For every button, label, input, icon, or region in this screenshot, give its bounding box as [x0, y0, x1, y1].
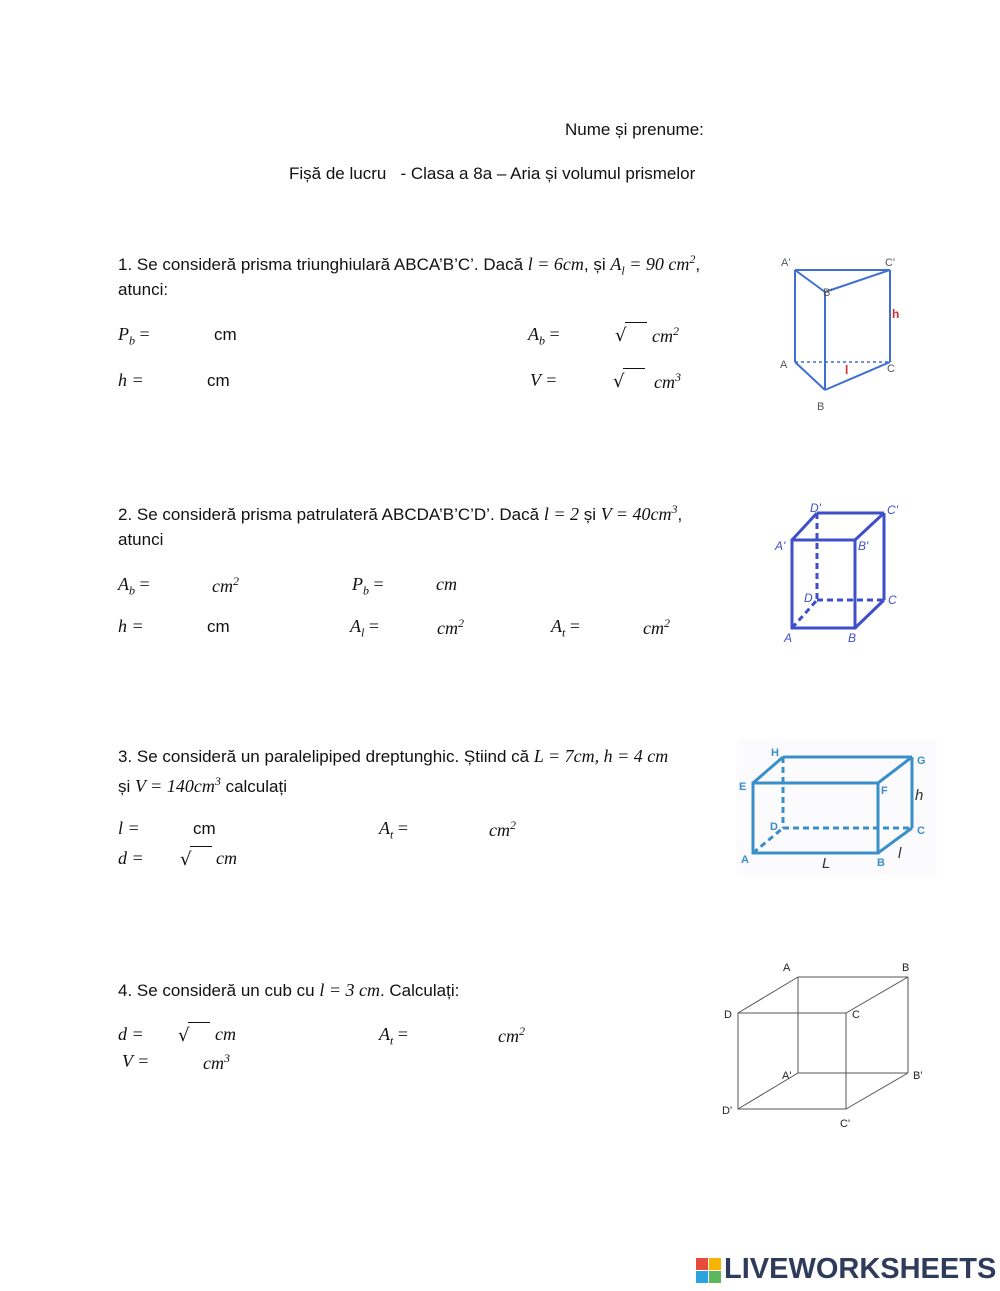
fig4-label: B' [913, 1070, 923, 1082]
fig2-label: C [888, 593, 897, 607]
problem2-pb-label: $P_b$ = [352, 574, 384, 598]
problem4-v-unit: $cm^3$ [203, 1051, 230, 1073]
problem2-at-unit: $cm^2$ [643, 616, 670, 638]
fig2-label: C' [887, 503, 898, 517]
fig3-label: L [822, 855, 831, 872]
fig1-label: h [892, 307, 900, 321]
fig1-label: A [780, 359, 788, 371]
fig4-label: D [724, 1009, 732, 1021]
fig2-label: A [784, 631, 793, 645]
problem3-d-label: d = [118, 848, 144, 868]
problem1-ab-sqrt: √ [615, 322, 647, 346]
problem2-statement-line2: atunci [118, 530, 164, 549]
problem1-v-sqrt: √ [613, 368, 645, 392]
problem4-d-unit: cm [215, 1024, 236, 1044]
fig4-label: C [852, 1009, 860, 1021]
cuboid-figure [737, 740, 937, 875]
problem2-al-unit: $cm^2$ [437, 616, 464, 638]
fig2-label: D' [810, 501, 821, 515]
fig4-label: D' [722, 1105, 733, 1117]
page-title: Fișă de lucru - Clasa a 8a – Aria și volumul prismelor [289, 164, 696, 183]
fig1-label: A' [781, 257, 791, 269]
problem3-statement-line2: și $V = 140cm^3$ calculați [118, 774, 287, 796]
problem1-h-label: h = [118, 370, 144, 390]
problem4-d-label: d = [118, 1024, 144, 1044]
problem1-v-unit: $cm^3$ [654, 370, 681, 392]
fig4-label: B [902, 962, 910, 974]
fig3-label: F [881, 785, 888, 797]
problem1-pb-label: $P_b$ = [118, 324, 150, 348]
problem3-d-sqrt: √ [180, 846, 212, 870]
problem3-l-label: l = [118, 818, 140, 838]
logo-text: LIVEWORKSHEETS [724, 1253, 997, 1285]
fig1-label: C [887, 363, 895, 375]
fig3-label: A [741, 854, 749, 866]
fig3-label: H [771, 747, 779, 759]
fig3-label: G [917, 755, 926, 767]
problem2-ab-unit: $cm^2$ [212, 574, 239, 596]
problem2-ab-label: $A_b$ = [118, 574, 150, 598]
problem1-statement-line2: atunci: [118, 280, 169, 299]
problem3-d-unit: cm [216, 848, 237, 868]
problem1-statement: 1. Se consideră prisma triunghiulară ABCA’B’C’. Dacă l = 6cm, și $A_l = 90$ $cm^2$, [118, 252, 701, 278]
fig3-label: E [739, 781, 747, 793]
fig4-label: C' [840, 1118, 851, 1130]
problem4-statement: 4. Se consideră un cub cu l = 3 cm. Calculați: [118, 980, 460, 1000]
problem2-at-label: $A_t$ = [551, 616, 580, 640]
problem1-pb-unit: cm [214, 325, 237, 344]
problem1-ab-label: $A_b$ = [528, 324, 560, 348]
problem1-ab-unit: $cm^2$ [652, 324, 679, 346]
problem3-l-unit: cm [193, 819, 216, 838]
fig1-label: B [817, 401, 825, 413]
fig2-label: A' [775, 539, 786, 553]
fig3-label: h [915, 787, 924, 804]
problem1-v-label: V = [530, 370, 558, 390]
fig3-label: B [877, 857, 885, 869]
problem3-at-label: $A_t$ = [379, 818, 408, 842]
problem1-h-unit: cm [207, 371, 230, 390]
fig4-label: A [783, 962, 791, 974]
fig3-label: C [917, 825, 925, 837]
fig4-label: A' [782, 1070, 792, 1082]
quadrilateral-prism-figure [772, 498, 907, 648]
problem4-d-sqrt: √ [178, 1022, 210, 1046]
fig2-label: D [804, 591, 813, 605]
fig1-label: C' [885, 257, 896, 269]
liveworksheets-logo [696, 1255, 996, 1289]
fig2-label: B' [858, 539, 869, 553]
problem3-at-unit: $cm^2$ [489, 818, 516, 840]
fig3-label: D [770, 821, 778, 833]
triangular-prism-figure [775, 250, 915, 420]
problem2-al-label: $A_l$ = [350, 616, 379, 640]
problem2-h-unit: cm [207, 617, 230, 636]
problem2-statement: 2. Se consideră prisma patrulateră ABCDA’B’C’D’. Dacă l = 2 și $V = 40cm^3$, [118, 502, 683, 524]
problem4-at-unit: $cm^2$ [498, 1024, 525, 1046]
fig1-label: B' [823, 287, 833, 299]
fig2-label: B [848, 631, 857, 645]
fig1-label: l [845, 363, 849, 377]
problem4-v-label: V = [122, 1051, 150, 1071]
problem4-at-label: $A_t$ = [379, 1024, 408, 1048]
cube-figure [718, 955, 938, 1135]
fig3-label: l [898, 845, 902, 862]
problem2-pb-unit: cm [436, 574, 457, 594]
logo-badge-icon [696, 1258, 722, 1284]
problem3-statement: 3. Se consideră un paralelipiped dreptunghic. Știind că L = 7cm, h = 4 cm [118, 746, 669, 766]
problem2-h-label: h = [118, 616, 144, 636]
name-label: Nume și prenume: [565, 120, 704, 139]
